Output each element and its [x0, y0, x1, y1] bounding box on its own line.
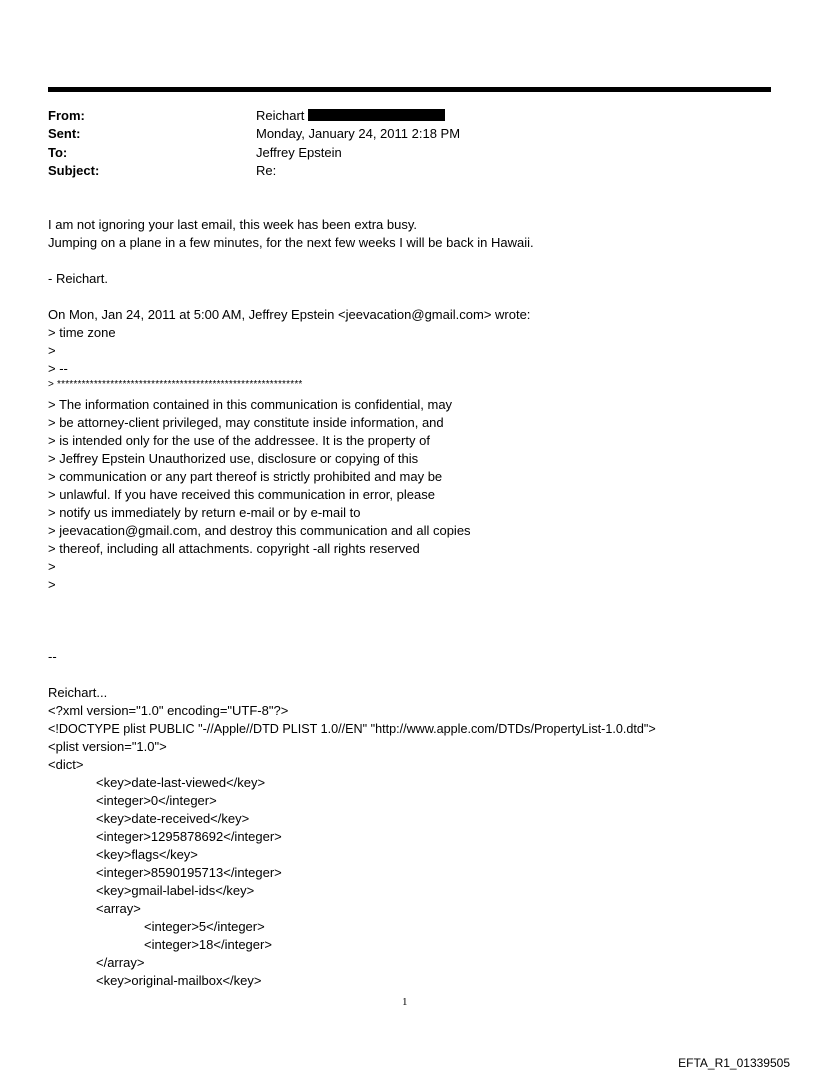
subject-value: Re:	[256, 163, 277, 178]
signature: - Reichart.	[48, 271, 108, 286]
xml-line: <integer>8590195713</integer>	[96, 865, 282, 880]
quoted-line: > be attorney-client privileged, may constitute inside information, and	[48, 415, 444, 430]
xml-line: <?xml version="1.0" encoding="UTF-8"?>	[48, 703, 289, 718]
quoted-line: > ************************************************************	[48, 379, 303, 390]
quoted-line: > notify us immediately by return e-mail or by e-mail to	[48, 505, 361, 520]
body-line: I am not ignoring your last email, this week has been extra busy.	[48, 217, 418, 232]
body-line: Jumping on a plane in a few minutes, for the next few weeks I will be back in Hawaii.	[48, 235, 534, 250]
quoted-line: > jeevacation@gmail.com, and destroy this communication and all copies	[48, 523, 471, 538]
quoted-line: > The information contained in this communication is confidential, may	[48, 397, 453, 412]
redaction-box	[308, 109, 445, 121]
quoted-line: > communication or any part thereof is strictly prohibited and may be	[48, 469, 443, 484]
to-label: To:	[48, 145, 68, 160]
quoted-line: >	[48, 577, 56, 592]
xml-line: <integer>1295878692</integer>	[96, 829, 282, 844]
signature-separator: --	[48, 649, 57, 664]
quoted-line: > time zone	[48, 325, 116, 340]
page-number: 1	[402, 996, 408, 1008]
quoted-line: > thereof, including all attachments. copyright -all rights reserved	[48, 541, 420, 556]
bates-number: EFTA_R1_01339505	[678, 1056, 790, 1070]
xml-line: <integer>18</integer>	[144, 937, 272, 952]
header-rule	[48, 87, 771, 92]
quoted-line: >	[48, 559, 56, 574]
xml-line: <dict>	[48, 757, 84, 772]
subject-label: Subject:	[48, 163, 100, 178]
quoted-line: > is intended only for the use of the addressee. It is the property of	[48, 433, 430, 448]
xml-line: <key>date-last-viewed</key>	[96, 775, 266, 790]
xml-line: <!DOCTYPE plist PUBLIC "-//Apple//DTD PLIST 1.0//EN" "http://www.apple.com/DTDs/PropertyList-1.0.dtd">	[48, 722, 656, 736]
xml-line: </array>	[96, 955, 145, 970]
xml-line: <key>date-received</key>	[96, 811, 250, 826]
to-value: Jeffrey Epstein	[256, 145, 342, 160]
xml-line: <key>gmail-label-ids</key>	[96, 883, 255, 898]
from-value: Reichart	[256, 107, 445, 125]
from-label: From:	[48, 108, 85, 123]
xml-line: <key>original-mailbox</key>	[96, 973, 262, 988]
sent-label: Sent:	[48, 126, 81, 141]
xml-line: <integer>0</integer>	[96, 793, 217, 808]
xml-line: <plist version="1.0">	[48, 739, 167, 754]
quoted-line: > --	[48, 361, 68, 376]
signature: Reichart...	[48, 685, 108, 700]
quote-intro: On Mon, Jan 24, 2011 at 5:00 AM, Jeffrey Epstein <jeevacation@gmail.com> wrote:	[48, 307, 531, 322]
sent-value: Monday, January 24, 2011 2:18 PM	[256, 126, 461, 141]
xml-line: <array>	[96, 901, 141, 916]
quoted-line: >	[48, 343, 56, 358]
quoted-line: > Jeffrey Epstein Unauthorized use, disclosure or copying of this	[48, 451, 419, 466]
xml-line: <integer>5</integer>	[144, 919, 265, 934]
xml-line: <key>flags</key>	[96, 847, 198, 862]
quoted-line: > unlawful. If you have received this communication in error, please	[48, 487, 435, 502]
